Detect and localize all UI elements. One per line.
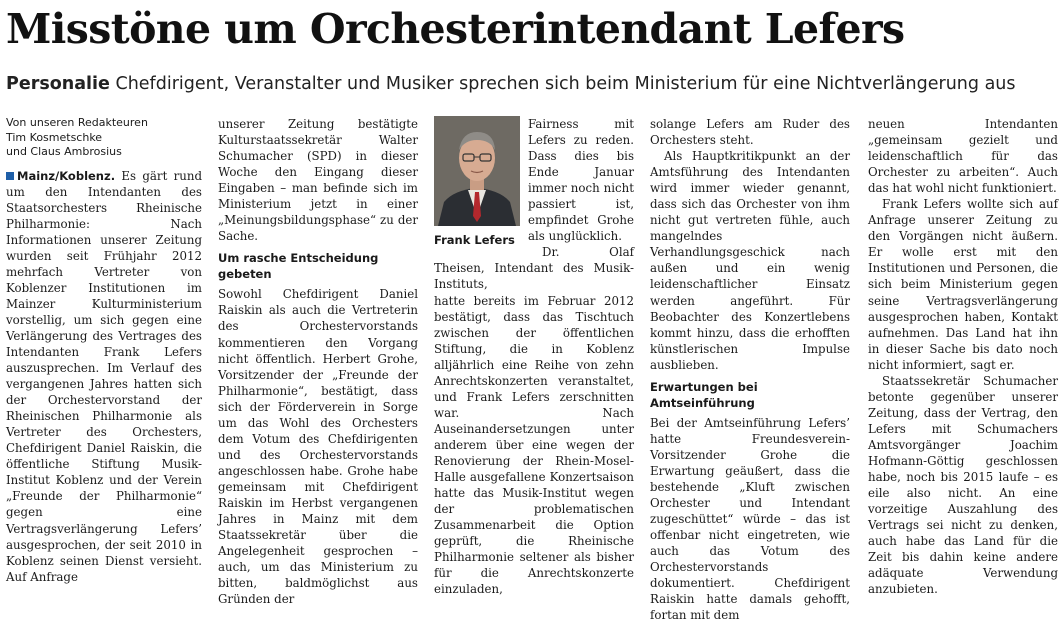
subheadline	[6, 72, 1058, 96]
column-3	[434, 116, 634, 597]
paragraph: Fairness mit Lefers zu reden. Dass dies bis Ende Januar immer noch nicht passiert ist, empfindet Grohe als unglücklich.	[528, 117, 634, 244]
paragraph: Sowohl Chefdirigent Daniel Raiskin als auch die Vertreterin des Orchestervorstands kommentieren den Vorgang nicht öffentlich. Herbert Grohe, Vorsitzender der „Freunde der Philharmonie“, bestätigt, dass sich der Förderverein in Sorge um das Wohl des Orchesters dem Votum des Chefdirigenten und des Orchestervorstands angeschlossen habe. Grohe habe gemeinsam mit Chefdirigent Raiskin im Herbst vergangenen Jahres in Mainz mit dem Staatssekretär über die Angelegenheit gesprochen – auch, um das Ministerium zu bitten, baldmöglichst aus Gründen der	[218, 287, 418, 607]
section-subhead: Um rasche Entscheidung gebeten	[218, 251, 379, 282]
photo-box	[434, 116, 520, 248]
portrait-photo	[434, 116, 520, 226]
square-bullet-icon	[6, 172, 14, 180]
column-2	[218, 116, 418, 607]
dateline: Mainz/Koblenz.	[17, 168, 116, 183]
photo-caption: Frank Lefers	[434, 233, 515, 247]
paragraph: Als Hauptkritikpunkt an der Amtsführung des Intendanten wird immer wieder genannt, dass sich das Orchester von ihm nicht gut vertreten fühle, auch mangelndes Verhandlungsgeschick nach außen und ein wenig leidenschaftlicher Einsatz werden angeführt. Für Beobachter des Konzertlebens kommt hinzu, dass die erhofften künstlerischen Impulse ausblieben.	[650, 149, 850, 372]
byline	[6, 116, 202, 160]
subheadline-text: Chefdirigent, Veranstalter und Musiker sprechen sich beim Ministerium für eine Nichtverlängerung aus	[115, 74, 1016, 94]
byline-line-3: und Claus Ambrosius	[6, 145, 122, 158]
column-1	[6, 116, 202, 584]
byline-line-1: Von unseren Redakteuren	[6, 116, 148, 129]
paragraph: solange Lefers am Ruder des Orchesters steht.	[650, 117, 850, 148]
paragraph: Es gärt rund um den Intendanten des Staatsorchesters Rheinische Philharmonie: Nach Informationen unserer Zeitung wurden seit Frühjahr 2012 mehrfach Vertreter von Koblenzer Institutionen im Mainzer Kulturministerium vorstellig, um sich gegen eine Verlängerung des Vertrages des Intendanten Frank Lefers auszusprechen. Im Verlauf des vergangenen Jahres hatten sich der Orchestervorstand der Rheinischen Philharmonie als Vertreter des Orchesters, Chefdirigent Daniel Raiskin, die öffentliche Stiftung Musik-Institut Koblenz und der Verein „Freunde der Philharmonie“ gegen eine Vertragsverlängerung Lefers’ ausgesprochen, der seit 2010 in Koblenz seinen Dienst versieht. Auf Anfrage	[6, 168, 202, 584]
byline-line-2: Tim Kosmetschke	[6, 130, 103, 144]
column-5	[868, 116, 1058, 597]
headline: Misstöne um Orchesterintendant Lefers	[6, 5, 905, 53]
section-subhead: Erwartungen bei Amtseinführung	[650, 379, 758, 410]
paragraph: Frank Lefers wollte sich auf Anfrage unserer Zeitung zu den Vorgängen nicht äußern. Er wolle erst mit den Institutionen und Personen, die sich beim Ministerium gegen seine Vertragsverlängerung ausgesprochen haben, Kontakt aufnehmen. Das Land hat ihn in dieser Sache bis dato noch nicht informiert, sagt er.	[868, 197, 1058, 372]
paragraph: unserer Zeitung bestätigte Kulturstaatssekretär Walter Schumacher (SPD) in dieser Woche den Eingang dieser Eingaben – man befinde sich im Ministerium jetzt in einer „Meinungsbildungsphase“ zu der Sache.	[218, 117, 418, 244]
paragraph: hatte bereits im Februar 2012 bestätigt, dass das Tischtuch zwischen der öffentlichen Stiftung, die in Koblenz alljährlich eine Reihe von zehn Anrechtskonzerten veranstaltet, und Frank Lefers zerschnitten war. Nach Auseinandersetzungen unter anderem über eine wegen der Renovierung der Rhein-Mosel-Halle ausgefallene Konzertsaison hatte das Musik-Institut wegen der problematischen Zusammenarbeit die Option geprüft, die Rheinische Philharmonie seltener als bisher für die Anrechtskonzerte einzuladen,	[434, 293, 634, 597]
paragraph: Bei der Amtseinführung Lefers’ hatte Freundesverein-Vorsitzender Grohe die Erwartung geäußert, dass die bestehende „Kluft zwischen Orchester und Intendant zugeschüttet“ würde – das ist offenbar nicht eingetreten, wie auch das Votum des Orchestervorstands dokumentiert. Chefdirigent Raiskin hatte damals gehofft, fortan mit dem	[650, 415, 850, 623]
paragraph: Dr. Olaf Theisen, Intendant des Musik-Instituts,	[434, 245, 634, 292]
kicker: Personalie	[6, 74, 110, 94]
article-body	[6, 116, 1058, 623]
paragraph: Staatssekretär Schumacher betonte gegenüber unserer Zeitung, dass der Vertrag, den Lefers mit Schumachers Amtsvorgänger Joachim Hofmann-Göttig geschlossen habe, noch bis 2015 laufe – es eile also nicht. An eine vorzeitige Auszahlung des Vertrags sei nicht zu denken, auch habe das Land für die Zeit bis dahin keine andere adäquate Verwendung anzubieten.	[868, 373, 1058, 597]
column-4	[650, 116, 850, 623]
paragraph: neuen Intendanten „gemeinsam gezielt und leidenschaftlich für das Orchester zu arbeiten“. Auch das hat wohl nicht funktioniert.	[868, 117, 1058, 196]
